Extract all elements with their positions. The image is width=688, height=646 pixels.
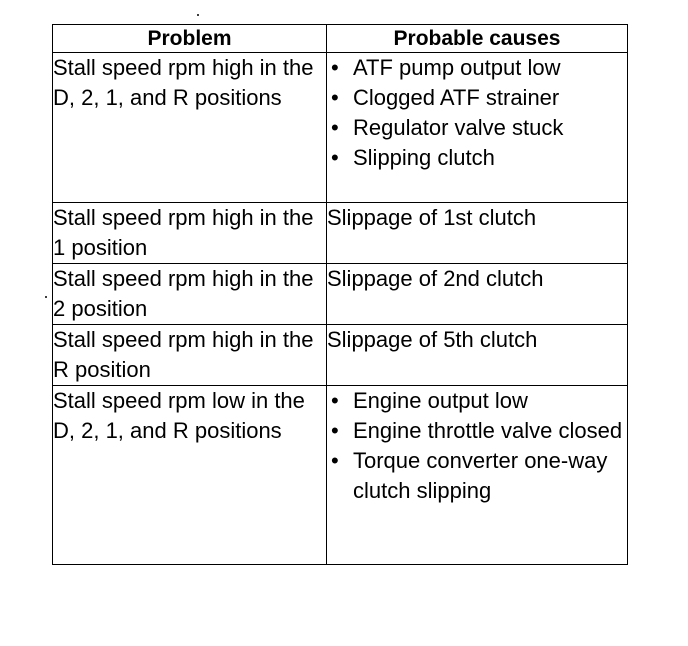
- table-row: [53, 325, 628, 386]
- problem-cell: Stall speed rpm high in the D, 2, 1, and R positions: [53, 53, 327, 203]
- scan-speck: [45, 296, 47, 298]
- table-row: [53, 53, 628, 203]
- cause-item: • Torque converter one-way clutch slipping: [331, 448, 608, 503]
- cause-item: • Clogged ATF strainer: [331, 85, 560, 110]
- problem-cell: Stall speed rpm high in the R position: [53, 325, 327, 386]
- cause-item: • ATF pump output low: [331, 55, 561, 80]
- cause-item: • Engine output low: [331, 388, 528, 413]
- problem-cell: Stall speed rpm low in the D, 2, 1, and R positions: [53, 386, 327, 565]
- problem-cell: Stall speed rpm high in the 2 position: [53, 264, 327, 325]
- cause-list: [327, 53, 627, 173]
- problem-header: Problem: [53, 25, 327, 53]
- problem-cell: Stall speed rpm high in the 1 position: [53, 203, 327, 264]
- cause-item: • Engine throttle valve closed: [331, 418, 623, 443]
- table-row: [53, 264, 628, 325]
- causes-header: Probable causes: [327, 25, 628, 53]
- cause-cell: Slippage of 1st clutch: [327, 203, 628, 264]
- table-row: [53, 386, 628, 565]
- table-row: [53, 203, 628, 264]
- header-row: [53, 25, 628, 53]
- causes-cell: [327, 386, 628, 565]
- cause-list: [327, 386, 627, 506]
- cause-cell: Slippage of 5th clutch: [327, 325, 628, 386]
- cause-item: • Slipping clutch: [331, 145, 495, 170]
- cause-item: • Regulator valve stuck: [331, 115, 564, 140]
- cause-cell: Slippage of 2nd clutch: [327, 264, 628, 325]
- causes-cell: [327, 53, 628, 203]
- scan-speck: [197, 14, 199, 16]
- stall-speed-table: [52, 24, 628, 565]
